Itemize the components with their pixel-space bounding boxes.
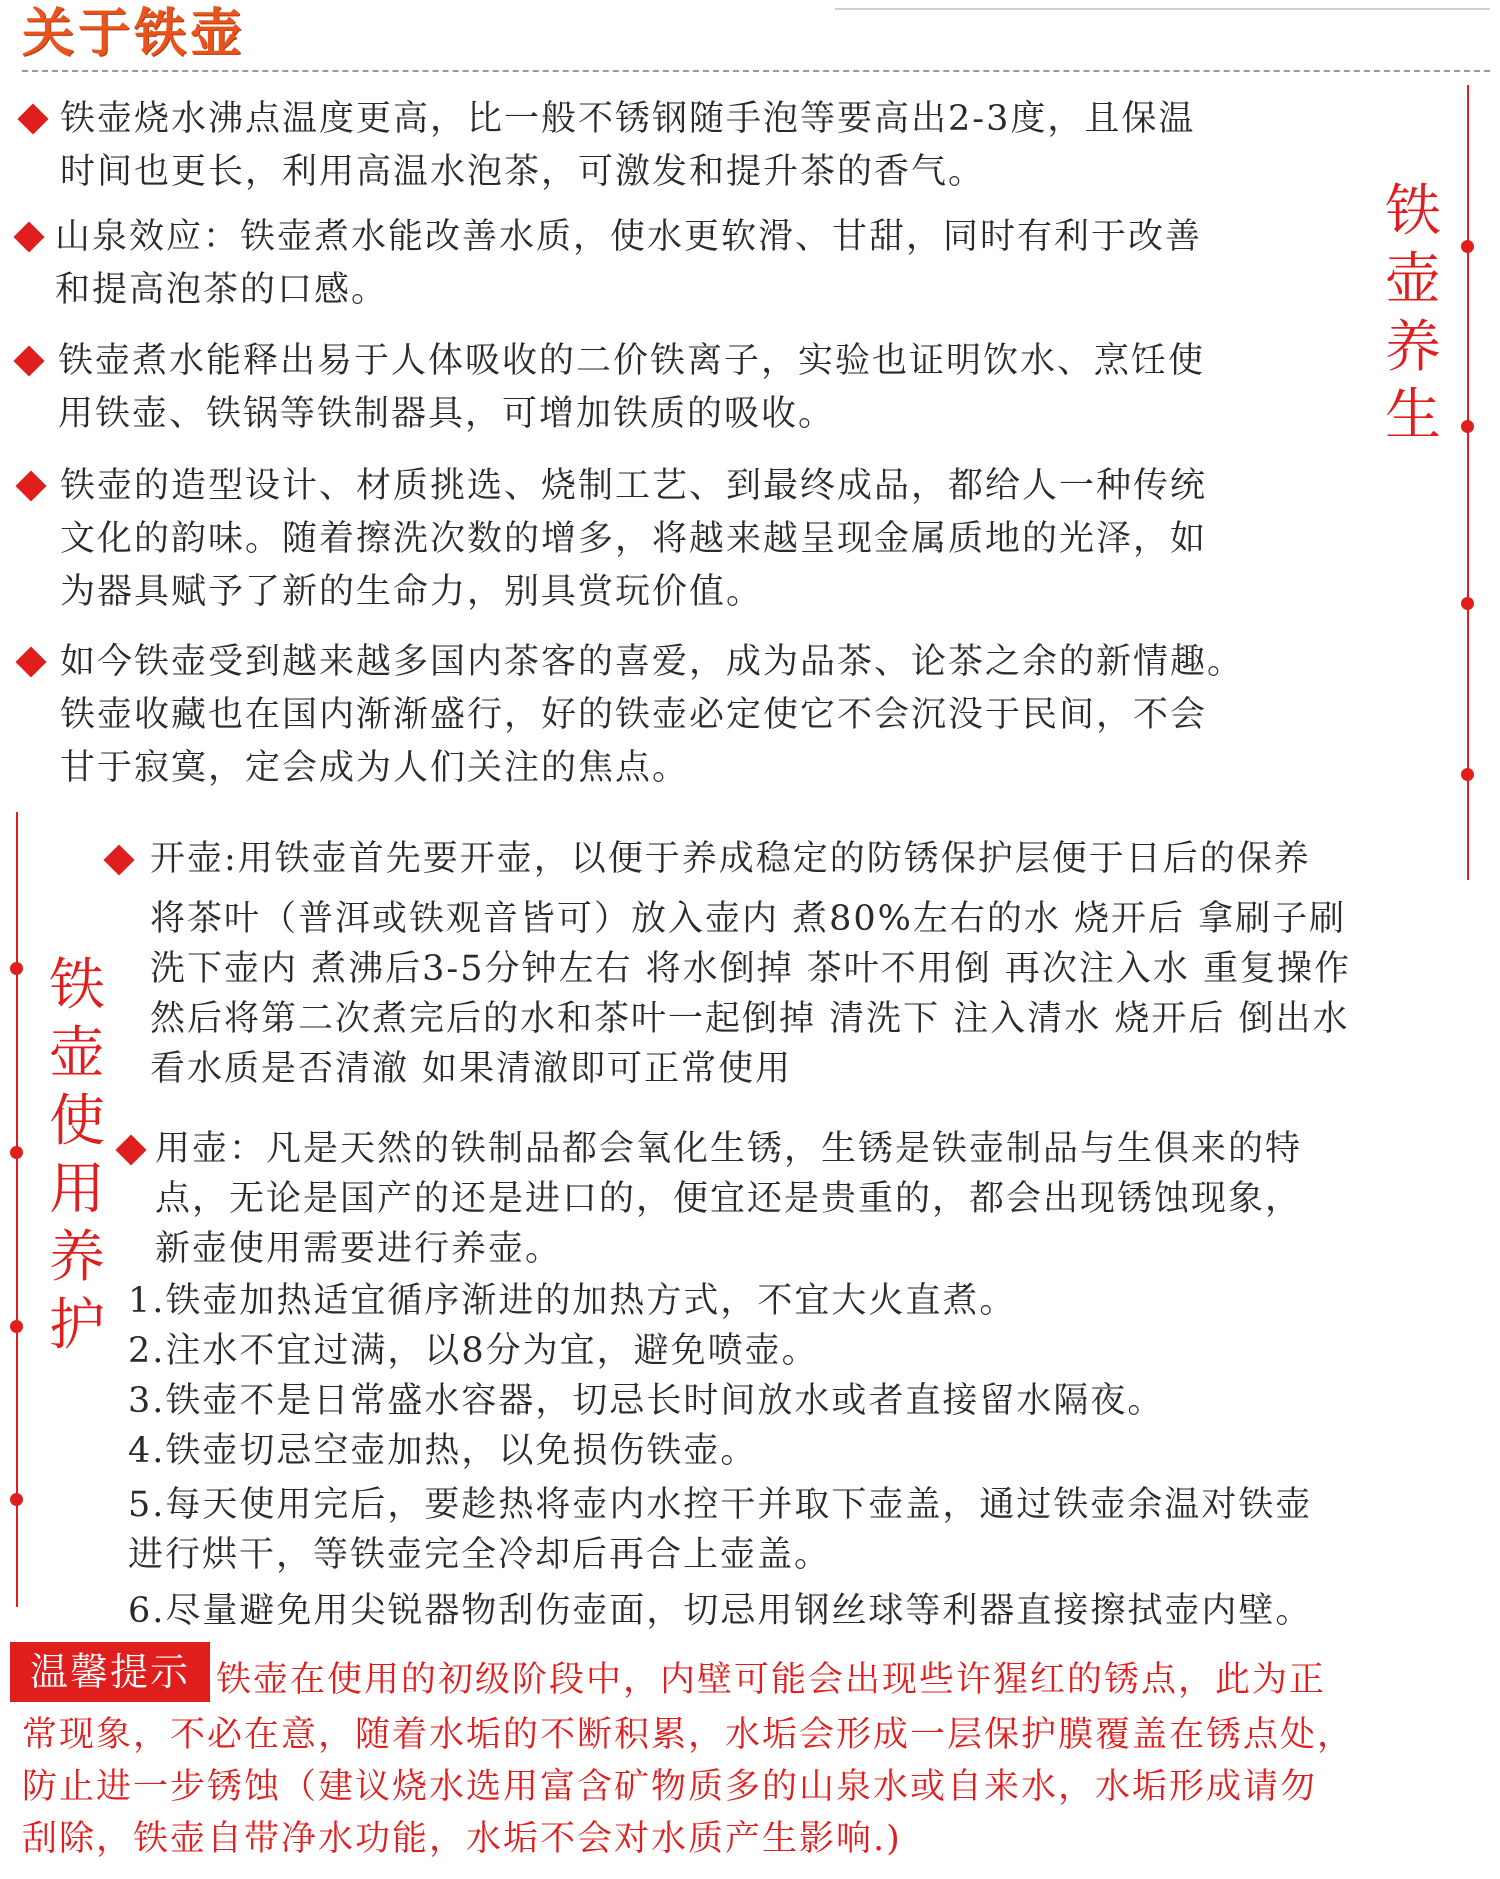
open-pot-line: 开壶:用铁壶首先要开壶，以便于养成稳定的防锈保护层便于日后的保养 [150,839,1311,879]
care-step: 2.注水不宜过满，以8分为宜，避免喷壶。 [128,1331,819,1371]
health-section-label: 铁 壶 养 生 [1385,179,1441,448]
open-pot-line: 洗下壶内 煮沸后3-5分钟左右 将水倒掉 茶叶不用倒 再次注入水 重复操作 [150,949,1351,989]
tip-line: 防止进一步锈蚀（建议烧水选用富含矿物质多的山泉水或自来水，水垢形成请勿 [22,1767,1318,1807]
bullet-diamond-icon [115,1134,146,1165]
care-step: 4.铁壶切忌空壶加热，以免损伤铁壶。 [128,1431,758,1471]
bullet-diamond-icon [17,103,48,134]
tip-line: 刮除，铁壶自带净水功能，水垢不会对水质产生影响.) [22,1819,902,1859]
care-step: 1.铁壶加热适宜循序渐进的加热方式，不宜大火直煮。 [128,1281,1017,1321]
top-divider [835,8,1490,10]
care-step: 6.尽量避免用尖锐器物刮伤壶面，切忌用钢丝球等利器直接擦拭壶内壁。 [128,1591,1313,1631]
tip-badge: 温馨提示 [10,1642,210,1702]
bullet-diamond-icon [15,470,46,501]
care-step: 3.铁壶不是日常盛水容器，切忌长时间放水或者直接留水隔夜。 [128,1381,1165,1421]
timeline-dot [1461,240,1474,253]
timeline-dot [1461,420,1474,433]
tip-line: 常现象，不必在意，随着水垢的不断积累，水垢会形成一层保护膜覆盖在锈点处， [22,1715,1355,1755]
open-pot-line: 看水质是否清澈 如果清澈即可正常使用 [150,1049,793,1089]
bullet-diamond-icon [13,221,44,252]
usage-timeline-line [16,812,18,1607]
header-divider [22,70,1490,72]
bullet-diamond-icon [13,345,44,376]
health-paragraph: 山泉效应：铁壶煮水能改善水质，使水更软滑、甘甜，同时有利于改善 和提高泡茶的口感。 [55,217,1203,310]
use-pot-line: 用壶：凡是天然的铁制品都会氧化生锈，生锈是铁壶制品与生俱来的特 [155,1129,1303,1169]
health-paragraph: 铁壶的造型设计、材质挑选、烧制工艺、到最终成品，都给人一种传统 文化的韵味。随着擦洗次数的增多，将越来越呈现金属质地的光泽，如 为器具赋予了新的生命力，别具赏玩价值。 [60,466,1208,612]
health-timeline-line [1467,85,1469,880]
health-paragraph: 如今铁壶受到越来越多国内茶客的喜爱，成为品茶、论茶之余的新情趣。 铁壶收藏也在国内渐渐盛行，好的铁壶必定使它不会沉没于民间，不会 甘于寂寞，定会成为人们关注的焦点。 [60,642,1245,788]
care-step: 5.每天使用完后，要趁热将壶内水控干并取下壶盖，通过铁壶余温对铁壶 [128,1485,1313,1525]
open-pot-line: 将茶叶（普洱或铁观音皆可）放入壶内 煮80%左右的水 烧开后 拿刷子刷 [150,899,1347,939]
use-pot-line: 新壶使用需要进行养壶。 [155,1229,563,1269]
use-pot-line: 点，无论是国产的还是进口的，便宜还是贵重的，都会出现锈蚀现象， [155,1179,1303,1219]
timeline-dot [1461,768,1474,781]
timeline-dot [10,962,23,975]
timeline-dot [10,1146,23,1159]
tip-line: 铁壶在使用的初级阶段中，内壁可能会出现些许猩红的锈点，此为正 [216,1660,1327,1700]
health-paragraph: 铁壶烧水沸点温度更高，比一般不锈钢随手泡等要高出2-3度，且保温 时间也更长，利用高温水泡茶，可激发和提升茶的香气。 [60,99,1196,192]
bullet-diamond-icon [103,844,134,875]
open-pot-line: 然后将第二次煮完后的水和茶叶一起倒掉 清洗下 注入清水 烧开后 倒出水 [150,999,1350,1039]
timeline-dot [10,1320,23,1333]
health-paragraph: 铁壶煮水能释出易于人体吸收的二价铁离子，实验也证明饮水、烹饪使 用铁壶、铁锅等铁制器具，可增加铁质的吸收。 [58,341,1206,434]
care-step: 进行烘干，等铁壶完全冷却后再合上壶盖。 [128,1535,832,1575]
page-title: 关于铁壶 [22,3,247,64]
usage-section-label: 铁 壶 使 用 养 护 [49,953,105,1358]
timeline-dot [10,1493,23,1506]
bullet-diamond-icon [15,646,46,677]
timeline-dot [1461,597,1474,610]
